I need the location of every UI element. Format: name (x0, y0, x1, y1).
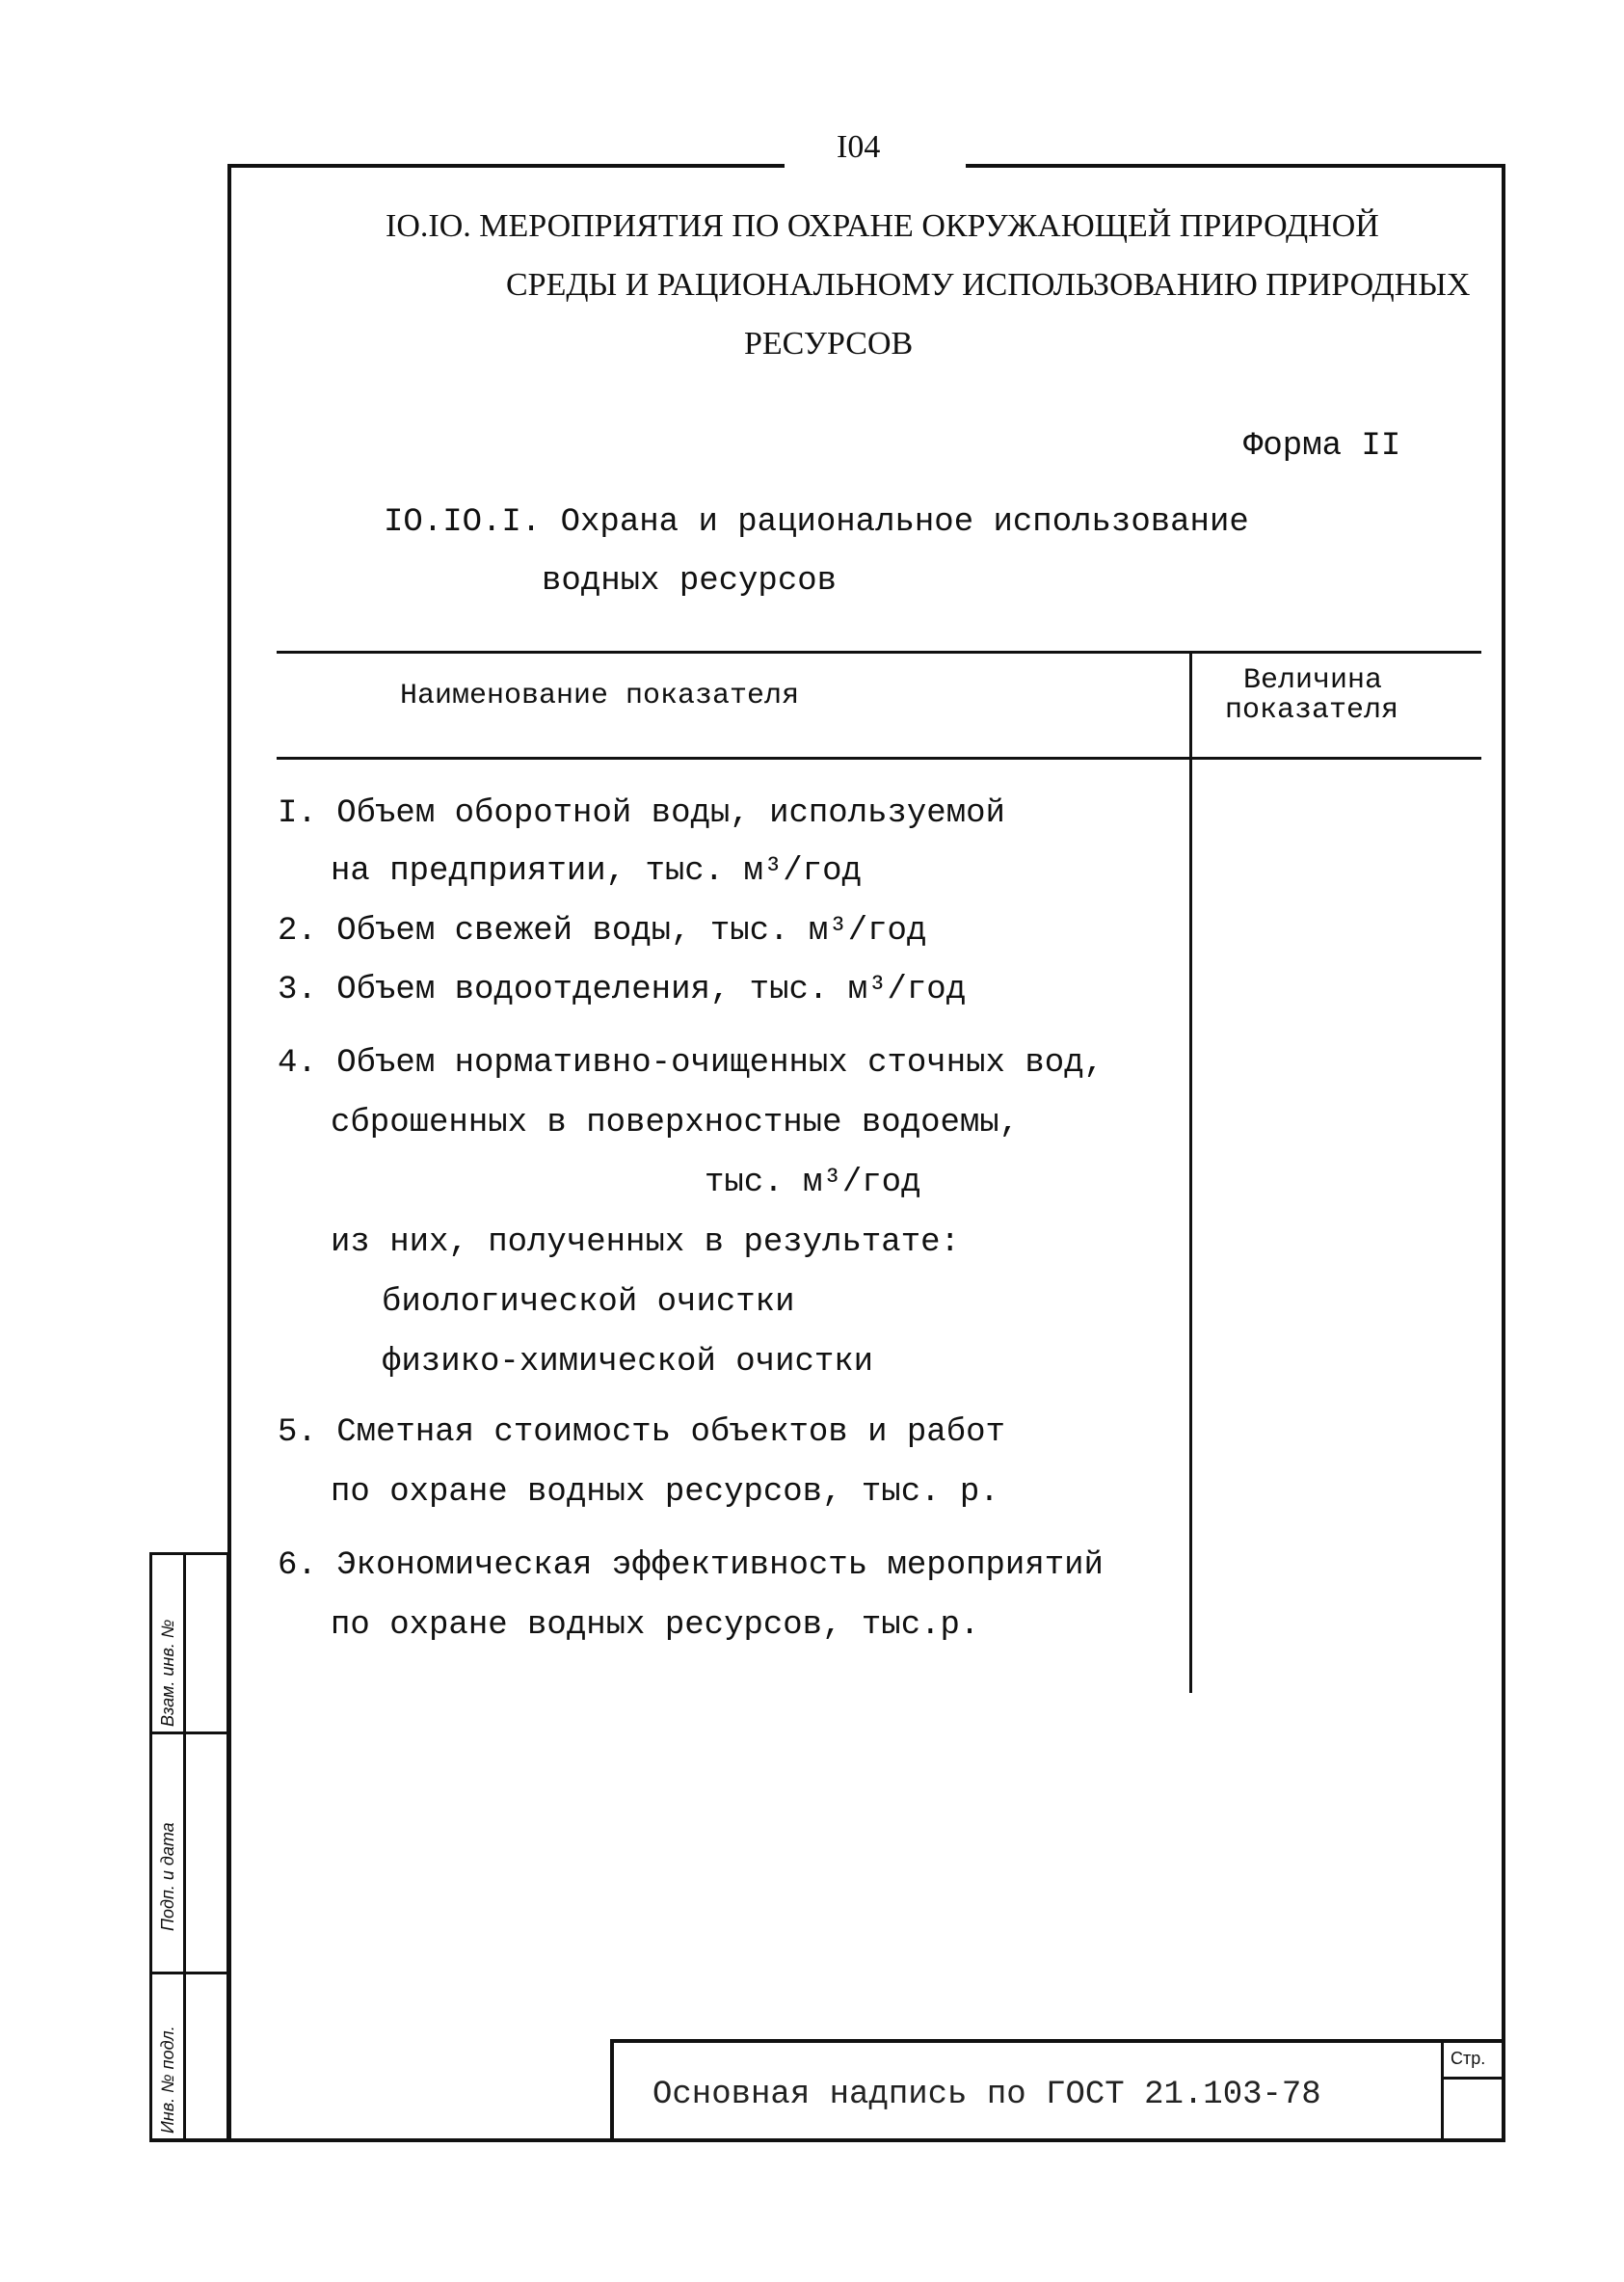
table-column-divider (1189, 654, 1192, 1693)
table-row: 4. Объем нормативно-очищенных сточных вод, (278, 1045, 1104, 1082)
page-number: I04 (837, 129, 881, 165)
table-row: физико-химической очистки (382, 1344, 874, 1381)
table-row: по охране водных ресурсов, тыс. р. (331, 1474, 999, 1511)
table-row: на предприятии, тыс. м³/год (331, 853, 862, 890)
table-row: 3. Объем водоотделения, тыс. м³/год (278, 972, 967, 1008)
column-header-value-line1: Величина (1243, 664, 1383, 697)
section-heading-line3: РЕСУРСОВ (744, 326, 914, 362)
table-row: 6. Экономическая эффективность мероприятий (278, 1547, 1104, 1584)
table-header-rule (277, 757, 1481, 760)
side-stamp-divider (152, 1972, 226, 1974)
table-row: сброшенных в поверхностные водоемы, (331, 1105, 1020, 1141)
column-header-value-line2: показателя (1225, 694, 1399, 727)
table-top-rule (277, 651, 1481, 654)
table-row: по охране водных ресурсов, тыс.р. (331, 1607, 980, 1644)
column-header-name: Наименование показателя (400, 680, 800, 712)
frame-top-left (227, 164, 785, 168)
subsection-title-line1: IO.IO.I. Охрана и рациональное использование (384, 504, 1249, 541)
page-label: Стр. (1451, 2049, 1486, 2068)
table-row: из них, полученных в результате: (331, 1224, 960, 1261)
table-row: 5. Сметная стоимость объектов и работ (278, 1414, 1005, 1451)
frame-right (1502, 164, 1505, 2142)
table-row: 2. Объем свежей воды, тыс. м³/год (278, 913, 927, 950)
side-stamp-divider (152, 1732, 226, 1734)
frame-top-right (966, 164, 1505, 168)
section-heading-line1: IO.IO. МЕРОПРИЯТИЯ ПО ОХРАНЕ ОКРУЖАЮЩЕЙ ПРИРОДНОЙ (386, 208, 1379, 244)
side-stamp-column-divider (183, 1555, 186, 2139)
form-label: Форма II (1243, 428, 1401, 465)
table-row: биологической очистки (382, 1284, 795, 1321)
title-block (610, 2039, 1505, 2142)
table-row: I. Объем оборотной воды, используемой (278, 795, 1005, 832)
title-block-text: Основная надпись по ГОСТ 21.103-78 (652, 2077, 1321, 2113)
side-label-signature-date: Подп. и дата (158, 1822, 177, 1931)
side-label-replacement-inv: Взам. инв. № (158, 1619, 177, 1727)
side-stamp (149, 1552, 229, 2142)
subsection-title-line2: водных ресурсов (542, 563, 838, 600)
section-heading-line2: СРЕДЫ И РАЦИОНАЛЬНОМУ ИСПОЛЬЗОВАНИЮ ПРИРОДНЫХ (506, 267, 1471, 303)
side-label-original-inv: Инв. № подл. (158, 2026, 177, 2134)
table-row: тыс. м³/год (705, 1165, 921, 1201)
title-block-page-divider (1441, 2043, 1444, 2142)
title-block-page-rule (1441, 2077, 1505, 2080)
